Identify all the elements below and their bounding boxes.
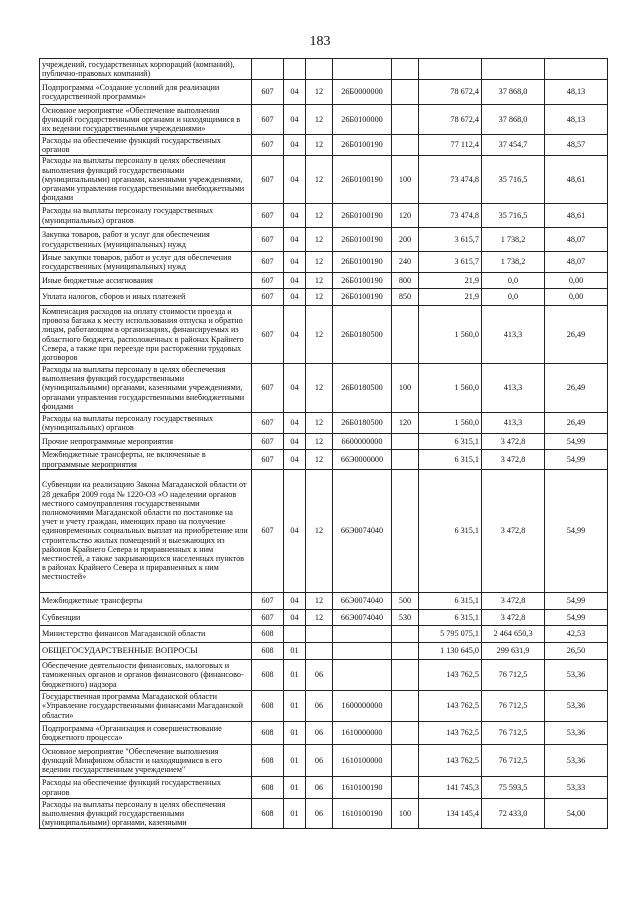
table-row: [40, 59, 608, 80]
row-ved: 608: [252, 799, 284, 829]
row-plan: 3 615,7: [419, 252, 482, 273]
row-pct: 48,61: [545, 204, 608, 228]
row-vr: 800: [392, 273, 419, 289]
row-rz: 04: [284, 434, 306, 450]
row-csr: 26Б0000000: [333, 80, 392, 105]
row-plan: 143 762,5: [419, 691, 482, 722]
row-name: Основное мероприятие «Обеспечение выполнения функций государственными органами и находящимися в их ведении государственными учреждениями»: [40, 105, 252, 135]
table-row: [40, 252, 608, 273]
row-rz: 01: [284, 643, 306, 660]
row-name: Прочие непрограммные мероприятия: [40, 434, 252, 450]
row-pr: 06: [306, 722, 333, 745]
table-row: [40, 745, 608, 777]
row-fact: 413,3: [482, 364, 545, 413]
row-ved: 607: [252, 80, 284, 105]
row-pr: [306, 59, 333, 80]
table-row: [40, 289, 608, 306]
row-rz: 04: [284, 252, 306, 273]
table-row: [40, 156, 608, 204]
row-name: учреждений, государственных корпораций (компаний), публично-правовых компаний): [40, 59, 252, 80]
row-ved: 608: [252, 745, 284, 777]
table-row: [40, 799, 608, 829]
row-pr: 12: [306, 450, 333, 470]
row-pr: 12: [306, 364, 333, 413]
row-name: Межбюджетные трансферты, не включенные в программные мероприятия: [40, 450, 252, 470]
row-ved: 608: [252, 660, 284, 691]
row-fact: 1 738,2: [482, 252, 545, 273]
row-rz: 01: [284, 799, 306, 829]
row-plan: 5 795 075,1: [419, 626, 482, 643]
row-pr: 12: [306, 156, 333, 204]
row-pr: 12: [306, 204, 333, 228]
row-pct: 54,00: [545, 799, 608, 829]
row-csr: 26Б0100190: [333, 289, 392, 306]
row-csr: [333, 59, 392, 80]
row-pct: 48,13: [545, 80, 608, 105]
row-vr: 120: [392, 204, 419, 228]
row-ved: 607: [252, 105, 284, 135]
row-pr: 12: [306, 252, 333, 273]
row-pct: 54,99: [545, 470, 608, 593]
row-name: Государственная программа Магаданской области «Управление государственными финансами Магаданской области»: [40, 691, 252, 722]
row-pr: 12: [306, 289, 333, 306]
row-csr: 26Б0100190: [333, 135, 392, 156]
row-rz: 04: [284, 413, 306, 434]
row-fact: 3 472,8: [482, 470, 545, 593]
row-name: Компенсация расходов на оплату стоимости проезда и провоза багажа к месту использования отпуска и обратно лицам, работающим в организациях, финансируемых из областного бюджета, расположенных в районах Крайнего Севера, а также при переезде при расторжении трудовых договоров: [40, 306, 252, 364]
row-pr: 12: [306, 273, 333, 289]
row-name: Закупка товаров, работ и услуг для обеспечения государственных (муниципальных) нужд: [40, 228, 252, 252]
row-rz: 01: [284, 722, 306, 745]
row-pct: 48,57: [545, 135, 608, 156]
row-pct: 26,49: [545, 364, 608, 413]
row-pct: 54,99: [545, 450, 608, 470]
row-pct: 0,00: [545, 273, 608, 289]
table-row: [40, 722, 608, 745]
row-fact: 75 593,5: [482, 777, 545, 799]
row-pr: 12: [306, 135, 333, 156]
row-pct: 53,33: [545, 777, 608, 799]
table-row: [40, 450, 608, 470]
row-rz: 04: [284, 156, 306, 204]
row-name: Уплата налогов, сборов и иных платежей: [40, 289, 252, 306]
row-fact: 76 712,5: [482, 722, 545, 745]
row-vr: 200: [392, 228, 419, 252]
row-pct: 54,99: [545, 593, 608, 610]
row-rz: 04: [284, 470, 306, 593]
row-ved: 607: [252, 306, 284, 364]
row-name: Расходы на обеспечение функций государственных органов: [40, 135, 252, 156]
row-csr: [333, 643, 392, 660]
table-row: [40, 105, 608, 135]
row-csr: [333, 626, 392, 643]
row-plan: 3 615,7: [419, 228, 482, 252]
row-csr: 1600000000: [333, 691, 392, 722]
row-plan: 134 145,4: [419, 799, 482, 829]
row-pr: [306, 643, 333, 660]
row-plan: 78 672,4: [419, 105, 482, 135]
row-rz: 04: [284, 80, 306, 105]
row-plan: 143 762,5: [419, 722, 482, 745]
row-ved: 607: [252, 413, 284, 434]
row-plan: 6 315,1: [419, 593, 482, 610]
row-vr: 850: [392, 289, 419, 306]
row-pct: 42,53: [545, 626, 608, 643]
row-vr: [392, 306, 419, 364]
row-pct: 48,07: [545, 228, 608, 252]
row-rz: 04: [284, 228, 306, 252]
row-pct: 53,36: [545, 660, 608, 691]
row-rz: 04: [284, 450, 306, 470]
row-name: Субвенции: [40, 610, 252, 626]
row-ved: 607: [252, 228, 284, 252]
row-vr: [392, 470, 419, 593]
row-ved: 607: [252, 610, 284, 626]
row-rz: 01: [284, 745, 306, 777]
row-vr: [392, 434, 419, 450]
budget-table: [39, 58, 608, 829]
row-name: Иные бюджетные ассигнования: [40, 273, 252, 289]
row-pct: 48,13: [545, 105, 608, 135]
row-rz: [284, 626, 306, 643]
row-plan: 6 315,1: [419, 434, 482, 450]
row-fact: 76 712,5: [482, 660, 545, 691]
row-name: Расходы на выплаты персоналу в целях обеспечения выполнения функций государственными (муниципальными) органами, казенными учреждениями, органами управления государственными внебюджетными фондами: [40, 156, 252, 204]
row-csr: 1610000000: [333, 722, 392, 745]
row-csr: 66Э0074040: [333, 470, 392, 593]
row-name: Расходы на обеспечение функций государственных органов: [40, 777, 252, 799]
row-pct: 48,61: [545, 156, 608, 204]
row-csr: 66Э0074040: [333, 593, 392, 610]
row-csr: 26Б0100000: [333, 105, 392, 135]
row-pct: [545, 59, 608, 80]
row-vr: [392, 80, 419, 105]
table-row: [40, 80, 608, 105]
row-csr: 26Б0100190: [333, 156, 392, 204]
row-fact: 2 464 650,3: [482, 626, 545, 643]
row-vr: 500: [392, 593, 419, 610]
row-csr: 26Б0180500: [333, 306, 392, 364]
row-ved: 607: [252, 470, 284, 593]
row-vr: [392, 722, 419, 745]
row-ved: 608: [252, 626, 284, 643]
row-rz: 01: [284, 691, 306, 722]
row-name: Основное мероприятие "Обеспечение выполнения функций Минфином области и находящимися в его ведении государственным учреждением": [40, 745, 252, 777]
row-plan: 77 112,4: [419, 135, 482, 156]
row-pr: 12: [306, 105, 333, 135]
table-row: [40, 626, 608, 643]
row-pr: 12: [306, 610, 333, 626]
page-number: 183: [309, 34, 331, 49]
row-rz: [284, 59, 306, 80]
row-plan: 6 315,1: [419, 470, 482, 593]
row-ved: 607: [252, 593, 284, 610]
row-name: Межбюджетные трансферты: [40, 593, 252, 610]
row-rz: 04: [284, 289, 306, 306]
row-vr: [392, 777, 419, 799]
row-pct: 0,00: [545, 289, 608, 306]
row-vr: 100: [392, 799, 419, 829]
row-ved: 607: [252, 273, 284, 289]
row-name: Расходы на выплаты персоналу в целях обеспечения выполнения функций государственными (муниципальными) органами, казенными: [40, 799, 252, 829]
row-rz: 04: [284, 610, 306, 626]
row-csr: 26Б0180500: [333, 413, 392, 434]
table-row: [40, 593, 608, 610]
row-plan: 143 762,5: [419, 660, 482, 691]
row-pct: 54,99: [545, 434, 608, 450]
row-pr: 12: [306, 593, 333, 610]
row-fact: 299 631,9: [482, 643, 545, 660]
row-fact: 3 472,8: [482, 450, 545, 470]
row-fact: 76 712,5: [482, 691, 545, 722]
row-pct: 26,49: [545, 413, 608, 434]
table-row: [40, 413, 608, 434]
row-plan: 1 560,0: [419, 413, 482, 434]
row-ved: 608: [252, 643, 284, 660]
row-fact: 0,0: [482, 289, 545, 306]
row-name: Расходы на выплаты персоналу государственных (муниципальных) органов: [40, 204, 252, 228]
row-ved: 608: [252, 691, 284, 722]
row-name: Обеспечение деятельности финансовых, налоговых и таможенных органов и органов финансового (финансово-бюджетного) надзора: [40, 660, 252, 691]
row-ved: 607: [252, 204, 284, 228]
row-csr: 26Б0100190: [333, 204, 392, 228]
row-csr: 26Б0100190: [333, 273, 392, 289]
row-csr: 26Б0180500: [333, 364, 392, 413]
row-name: Подпрограмма «Организация и совершенствование бюджетного процесса»: [40, 722, 252, 745]
row-fact: 76 712,5: [482, 745, 545, 777]
row-rz: 04: [284, 364, 306, 413]
row-plan: [419, 59, 482, 80]
row-fact: 72 433,0: [482, 799, 545, 829]
row-name: Расходы на выплаты персоналу государственных (муниципальных) органов: [40, 413, 252, 434]
row-plan: 1 560,0: [419, 306, 482, 364]
row-ved: 608: [252, 777, 284, 799]
row-pr: 12: [306, 413, 333, 434]
table-row: [40, 306, 608, 364]
row-pr: 12: [306, 306, 333, 364]
row-rz: 04: [284, 306, 306, 364]
row-rz: 04: [284, 204, 306, 228]
row-vr: [392, 105, 419, 135]
row-fact: 3 472,8: [482, 610, 545, 626]
row-name: ОБЩЕГОСУДАРСТВЕННЫЕ ВОПРОСЫ: [40, 643, 252, 660]
table-row: [40, 364, 608, 413]
row-csr: 26Б0100190: [333, 252, 392, 273]
row-ved: 607: [252, 156, 284, 204]
row-name: Расходы на выплаты персоналу в целях обеспечения выполнения функций государственными (муниципальными) органами, казенными учреждениями, органами управления государственными внебюджетными фондами: [40, 364, 252, 413]
row-fact: 0,0: [482, 273, 545, 289]
row-vr: 530: [392, 610, 419, 626]
table-row: [40, 434, 608, 450]
table-row: [40, 777, 608, 799]
row-ved: [252, 59, 284, 80]
row-fact: 37 868,0: [482, 105, 545, 135]
row-rz: 04: [284, 273, 306, 289]
row-plan: 21,9: [419, 289, 482, 306]
row-rz: 04: [284, 105, 306, 135]
row-rz: 04: [284, 593, 306, 610]
row-pct: 53,36: [545, 722, 608, 745]
row-fact: 1 738,2: [482, 228, 545, 252]
row-pr: 06: [306, 799, 333, 829]
table-row: [40, 273, 608, 289]
row-vr: [392, 745, 419, 777]
row-pct: 26,49: [545, 306, 608, 364]
row-rz: 01: [284, 777, 306, 799]
table-row: [40, 135, 608, 156]
table-row: [40, 660, 608, 691]
row-csr: 1610100190: [333, 799, 392, 829]
row-plan: 141 745,3: [419, 777, 482, 799]
table-row: [40, 691, 608, 722]
row-vr: [392, 643, 419, 660]
row-name: Подпрограмма «Создание условий для реализации государственной программы»: [40, 80, 252, 105]
row-pct: 48,07: [545, 252, 608, 273]
row-vr: [392, 450, 419, 470]
row-pct: 53,36: [545, 691, 608, 722]
row-vr: [392, 691, 419, 722]
row-pr: 06: [306, 777, 333, 799]
row-ved: 607: [252, 135, 284, 156]
row-pr: 12: [306, 228, 333, 252]
row-fact: 35 716,5: [482, 156, 545, 204]
row-pct: 26,50: [545, 643, 608, 660]
row-plan: 21,9: [419, 273, 482, 289]
row-fact: 37 454,7: [482, 135, 545, 156]
row-csr: 1610100000: [333, 745, 392, 777]
row-vr: [392, 59, 419, 80]
row-name: Иные закупки товаров, работ и услуг для обеспечения государственных (муниципальных) нужд: [40, 252, 252, 273]
row-pr: 06: [306, 660, 333, 691]
row-csr: [333, 660, 392, 691]
row-plan: 1 130 645,0: [419, 643, 482, 660]
row-vr: [392, 626, 419, 643]
row-fact: 35 716,5: [482, 204, 545, 228]
table-row: [40, 610, 608, 626]
table-row: [40, 643, 608, 660]
row-csr: 6600000000: [333, 434, 392, 450]
row-pct: 53,36: [545, 745, 608, 777]
row-ved: 607: [252, 450, 284, 470]
row-fact: 413,3: [482, 306, 545, 364]
row-vr: 240: [392, 252, 419, 273]
row-fact: 3 472,8: [482, 593, 545, 610]
row-ved: 607: [252, 289, 284, 306]
row-plan: 1 560,0: [419, 364, 482, 413]
row-ved: 607: [252, 252, 284, 273]
row-pr: 06: [306, 691, 333, 722]
row-csr: 1610100190: [333, 777, 392, 799]
row-rz: 04: [284, 135, 306, 156]
row-ved: 607: [252, 364, 284, 413]
row-plan: 78 672,4: [419, 80, 482, 105]
row-pr: 12: [306, 434, 333, 450]
row-fact: [482, 59, 545, 80]
row-fact: 37 868,0: [482, 80, 545, 105]
row-pr: [306, 626, 333, 643]
row-pr: 12: [306, 80, 333, 105]
row-vr: [392, 660, 419, 691]
row-pct: 54,99: [545, 610, 608, 626]
row-csr: 66Э0000000: [333, 450, 392, 470]
row-vr: 100: [392, 364, 419, 413]
row-csr: 26Б0100190: [333, 228, 392, 252]
row-plan: 73 474,8: [419, 156, 482, 204]
row-plan: 6 315,1: [419, 610, 482, 626]
table-row: [40, 470, 608, 593]
row-fact: 3 472,8: [482, 434, 545, 450]
row-vr: 100: [392, 156, 419, 204]
row-rz: 01: [284, 660, 306, 691]
row-pr: 12: [306, 470, 333, 593]
row-name: Субвенции на реализацию Закона Магаданской области от 28 декабря 2009 года № 1220-ОЗ «О наделении органов местного самоуправления государственными полномочиями Магаданской области по постановке на учет и учету граждан, имеющих право на получение единовременных социальных выплат на приобретение или строительство жилых помещений и выезжающих из районов Крайнего Севера и приравненных к ним местностей, а также закрывающихся населенных пунктов в районах Крайнего Севера и приравненных к ним местностей»: [40, 470, 252, 593]
row-fact: 413,3: [482, 413, 545, 434]
row-plan: 73 474,8: [419, 204, 482, 228]
row-vr: [392, 135, 419, 156]
row-vr: 120: [392, 413, 419, 434]
table-row: [40, 228, 608, 252]
row-ved: 608: [252, 722, 284, 745]
row-pr: 06: [306, 745, 333, 777]
row-name: Министерство финансов Магаданской области: [40, 626, 252, 643]
row-csr: 66Э0074040: [333, 610, 392, 626]
row-ved: 607: [252, 434, 284, 450]
table-row: [40, 204, 608, 228]
row-plan: 143 762,5: [419, 745, 482, 777]
row-plan: 6 315,1: [419, 450, 482, 470]
